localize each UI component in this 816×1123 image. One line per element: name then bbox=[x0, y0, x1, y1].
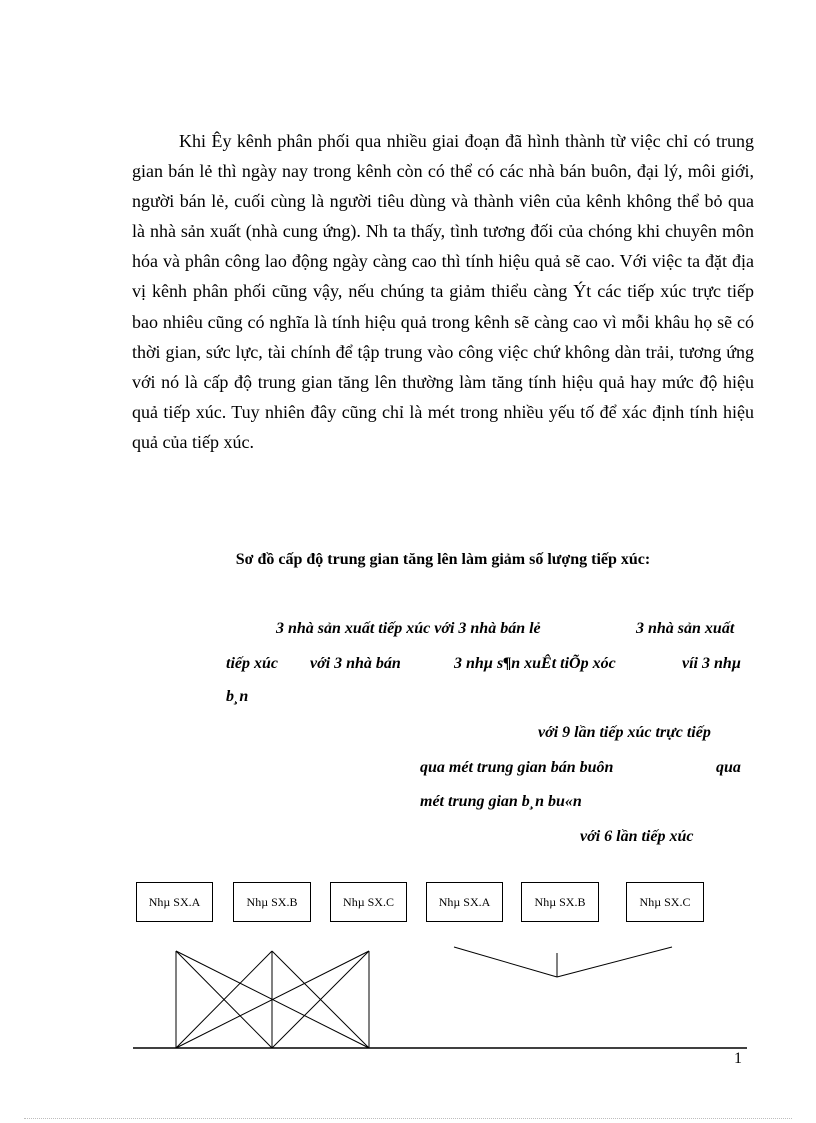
producer-box-c-right: Nhµ SX.C bbox=[626, 882, 704, 922]
caption-six-contacts: với 6 lần tiếp xúc bbox=[580, 828, 694, 845]
cross-line-b-a bbox=[176, 951, 272, 1048]
caption-left-line1: 3 nhà sản xuất tiếp xúc với 3 nhà bán lẻ bbox=[276, 620, 541, 637]
page-bottom-border bbox=[24, 1118, 792, 1119]
page-number: 1 bbox=[734, 1050, 742, 1067]
producer-box-a-right: Nhµ SX.A bbox=[426, 882, 503, 922]
caption-garbled-line2: víi 3 nhµ bbox=[682, 655, 742, 672]
cross-line-b-c bbox=[272, 951, 369, 1048]
body-paragraph: Khi Êy kênh phân phối qua nhiều giai đoạn đã hình thành từ việc chỉ có trung gian bán lẻ thì ngày nay trong kênh còn có thể có các nhà bán buôn, đại lý, môi giới, người bán lẻ, cuối cùng là người tiêu dùng và thành viên của kênh không thể bỏ qua là nhà sản xuất (nhà cung ứng). Nh ta thấy, tình tương đối của chóng khi chuyên môn hóa và phân công lao động ngày càng cao thì tính hiệu quả sẽ cao. Với việc ta đặt địa vị kênh phân phối cũng vậy, nếu chúng ta giảm thiểu càng Ýt các tiếp xúc trực tiếp bao nhiêu cũng có nghĩa là tính hiệu quả trong kênh sẽ càng cao vì mỗi khâu họ sẽ có thời gian, sức lực, tài chính để tập trung vào công việc chứ không dàn trải, tương ứng với nó là cấp độ trung gian tăng lên thường làm tăng tính hiệu quả hay mức độ hiệu quả tiếp xúc. Tuy nhiên đây cũng chỉ là mét trong nhiều yếu tố để xác định tính hiệu quả của tiếp xúc. bbox=[132, 131, 754, 452]
cross-line-a-c bbox=[176, 951, 369, 1048]
cross-line-a-b bbox=[176, 951, 272, 1048]
caption-wholesaler-line1: qua mét trung gian bán buôn bbox=[420, 759, 614, 776]
producer-box-c-left: Nhµ SX.C bbox=[330, 882, 407, 922]
converge-line-left bbox=[454, 947, 557, 977]
caption-right-line1: 3 nhà sản xuất bbox=[636, 620, 735, 637]
caption-wholesaler-qua: qua bbox=[716, 759, 741, 776]
diagram-heading: Sơ đồ cấp độ trung gian tăng lên làm giảm số lượng tiếp xúc: bbox=[235, 551, 651, 568]
producer-box-a-left: Nhµ SX.A bbox=[136, 882, 213, 922]
caption-left-line2a: tiếp xúc bbox=[226, 655, 278, 672]
cross-line-c-b bbox=[272, 951, 369, 1048]
converge-line-right bbox=[557, 947, 672, 977]
cross-line-c-a bbox=[176, 951, 369, 1048]
caption-nine-contacts: với 9 lần tiếp xúc trực tiếp bbox=[538, 724, 711, 741]
producer-box-b-right: Nhµ SX.B bbox=[521, 882, 599, 922]
caption-wholesaler-garbled: mét trung gian b¸n bu«n bbox=[420, 793, 582, 810]
producer-box-b-left: Nhµ SX.B bbox=[233, 882, 311, 922]
caption-left-line2b: với 3 nhà bán bbox=[310, 655, 401, 672]
caption-garbled-line3: b¸n bbox=[226, 688, 249, 705]
caption-garbled-line1: 3 nhµ s¶n xuÊt tiÕp xóc bbox=[454, 655, 616, 672]
